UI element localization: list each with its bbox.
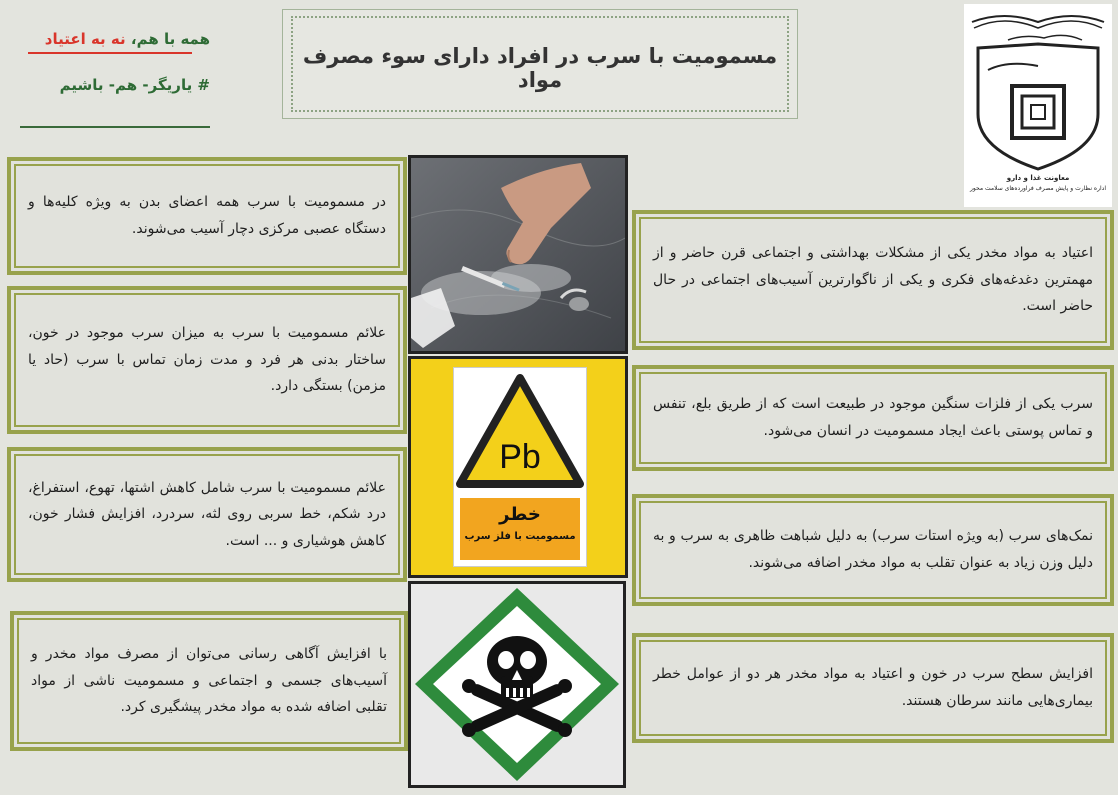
lead-warning-sign bbox=[408, 356, 628, 578]
poison-symbol-image bbox=[408, 581, 626, 788]
info-card-right-4 bbox=[632, 633, 1114, 743]
card-text: در مسمومیت با سرب همه اعضای بدن به ویژه کلیه‌ها و دستگاه عصبی مرکزی دچار آسیب می‌شوند. bbox=[28, 194, 386, 237]
drug-scene-image bbox=[408, 155, 628, 354]
logo-caption: معاونت غذا و دارو bbox=[1006, 174, 1070, 182]
logo-subcaption: اداره نظارت و پایش مصرف فراورده‌های سلامت محور bbox=[970, 185, 1106, 192]
info-card-right-1 bbox=[632, 210, 1114, 350]
drug-scene-icon bbox=[411, 158, 625, 351]
slogan-line-2: # یاریگر- هم- باشیم bbox=[59, 76, 210, 94]
university-logo bbox=[964, 4, 1112, 207]
lead-symbol: Pb bbox=[499, 438, 541, 476]
danger-label: خطر bbox=[499, 504, 541, 525]
card-text: علائم مسمومیت با سرب به میزان سرب موجود در خون، ساختار بدنی هر فرد و مدت زمان تماس با سرب (حاد یا مزمن) بستگی دارد. bbox=[28, 325, 386, 395]
slogan-underline bbox=[28, 52, 192, 54]
danger-caption: مسمومیت با فلز سرب bbox=[464, 531, 576, 542]
danger-panel bbox=[460, 498, 580, 560]
page-title: مسمومیت با سرب در افراد دارای سوء مصرف مواد bbox=[302, 44, 778, 92]
sign-plate bbox=[453, 367, 587, 567]
divider bbox=[20, 126, 210, 128]
info-card-right-3 bbox=[632, 494, 1114, 606]
info-card-right-2 bbox=[632, 365, 1114, 471]
info-card-left-4 bbox=[10, 611, 408, 751]
card-text: اعتیاد به مواد مخدر یکی از مشکلات بهداشتی و اجتماعی قرن حاضر و از مهمترین دغدغه‌های فکری و یکی از ناگوارترین آسیب‌های اجتماعی در حال حاضر است. bbox=[653, 245, 1093, 315]
card-text: افزایش سطح سرب در خون و اعتیاد به مواد مخدر هر دو از عوامل خطر بیماری‌هایی مانند سرطان هستند. bbox=[653, 666, 1093, 709]
card-text: نمک‌های سرب (به ویژه استات سرب) به دلیل شباهت ظاهری به سرب و به دلیل وزن زیاد به عنوان تقلب به مواد مخدر اضافه می‌شوند. bbox=[653, 528, 1093, 571]
slogan-no-addiction: نه به اعتیاد bbox=[44, 30, 126, 48]
slogan-line-1 bbox=[20, 30, 210, 48]
info-card-left-2 bbox=[7, 286, 407, 434]
slogan-together: همه با هم، bbox=[130, 30, 210, 48]
card-text: علائم مسمومیت با سرب شامل کاهش اشتها، تهوع، استفراغ، درد شکم، خط سربی روی لثه، سردرد، افزایش فشار خون، کاهش هوشیاری و ... است. bbox=[28, 479, 386, 549]
card-text: سرب یکی از فلزات سنگین موجود در طبیعت است که از طریق بلع، تنفس و تماس پوستی باعث ایجاد مسمومیت در انسان می‌شود. bbox=[653, 396, 1093, 439]
card-text: با افزایش آگاهی رسانی می‌توان از مصرف مواد مخدر و آسیب‌های جسمی و اجتماعی و مسمومیت ناشی از مواد تقلبی اضافه شده به مواد مخدر پیشگیری کرد. bbox=[31, 646, 387, 716]
skull-crossbones-icon bbox=[411, 584, 623, 785]
title-box bbox=[282, 9, 798, 119]
info-card-left-3 bbox=[7, 447, 407, 582]
shield-emblem-icon bbox=[964, 4, 1112, 174]
info-card-left-1 bbox=[7, 157, 407, 275]
